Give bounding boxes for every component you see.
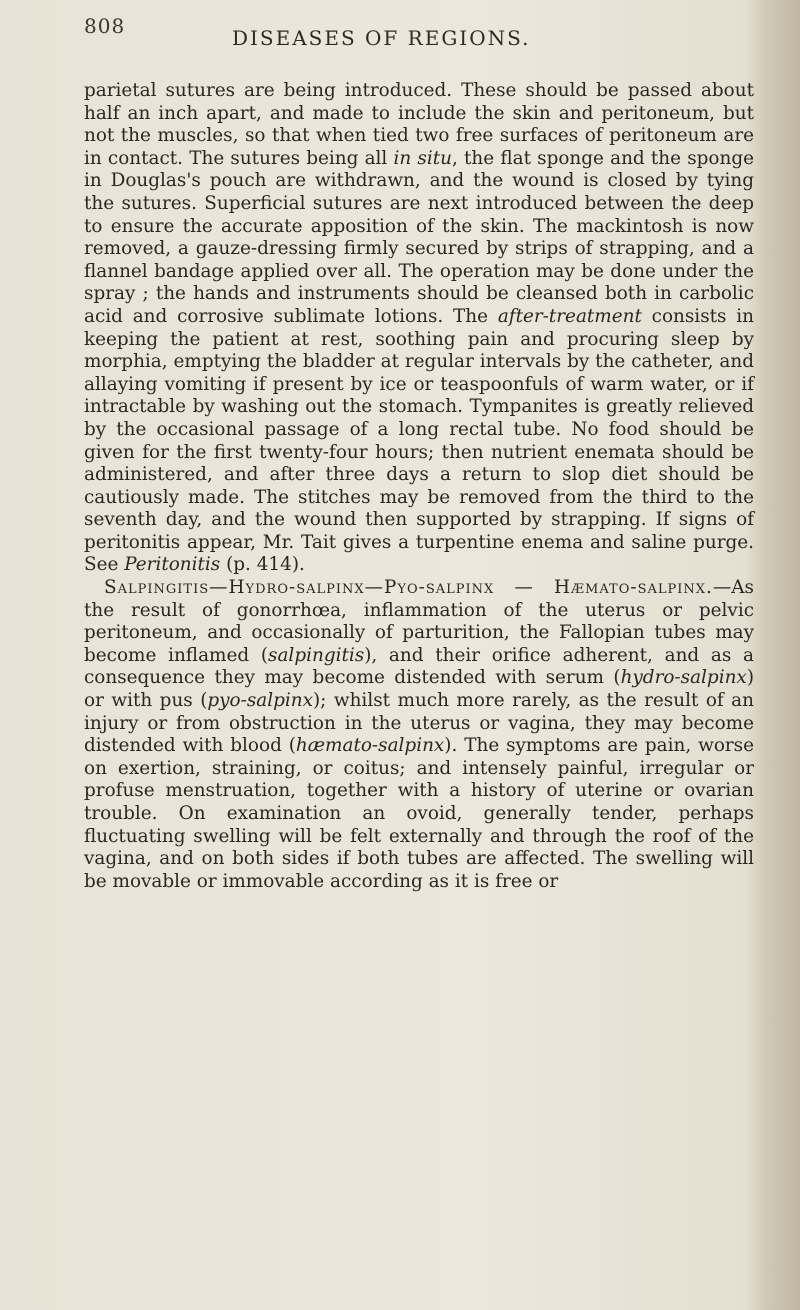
paragraph-suture-aftertreatment: parietal sutures are being introduced. These should be passed about half an inch apart, and made to include the skin and peritoneum, but not the muscles, so that when tied two free surfaces of peritoneum are in contact. The sutures being all in situ, the flat sponge and the sponge in Douglas's pouch are withdrawn, and the wound is closed by tying the sutures. Superficial sutures are next introduced between the deep to ensure the accurate apposition of the skin. The mackintosh is now removed, a gauze-dressing firmly secured by strips of strapping, and a flannel bandage applied over all. The operation may be done under the spray ; the hands and instruments should be cleansed both in carbolic acid and corrosive sublimate lotions. The after-treatment consists in keeping the patient at rest, soothing pain and procuring sleep by morphia, emptying the bladder at regular intervals by the catheter, and allaying vomiting if present by ice or teaspoonfuls of warm water, or if intractable by washing out the stomach. Tympanites is greatly relieved by the occasional passage of a long rectal tube. No food should be given for the first twenty-four hours; then nutrient enemata should be administered, and after three days a return to slop diet should be cautiously made. The stitches may be removed from the third to the seventh day, and the wound then supported by strapping. If signs of peritonitis appear, Mr. Tait gives a turpentine enema and saline purge. See Peritonitis (p. 414). xyxy=(84,80,754,576)
italic-term: pyo-salpinx xyxy=(207,690,313,712)
section-heading: Salpingitis—Hydro-salpinx—Pyo-salpinx — Hæmato-salpinx. xyxy=(104,577,713,599)
italic-term: hydro-salpinx xyxy=(620,667,747,689)
italic-term: salpingitis xyxy=(268,644,365,666)
italic-term: hæmato-salpinx xyxy=(295,735,445,757)
running-head: DISEASES OF REGIONS. xyxy=(232,26,531,50)
italic-cross-reference: Peritonitis xyxy=(124,554,221,576)
italic-term: after-treatment xyxy=(497,305,642,327)
body-text xyxy=(84,80,754,893)
facing-page-edge xyxy=(758,60,792,1280)
page-number: 808 xyxy=(84,14,126,38)
paragraph-salpingitis: Salpingitis—Hydro-salpinx—Pyo-salpinx — Hæmato-salpinx.—As the result of gonorrhœa, inflammation of the uterus or pelvic peritoneum, and occasionally of parturition, the Fallopian tubes may become inflamed (salpingitis), and their orifice adherent, and as a consequence they may become distended with serum (hydro-salpinx) or with pus (pyo-salpinx); whilst much more rarely, as the result of an injury or from obstruction in the uterus or vagina, they may become distended with blood (hæmato-salpinx). The symptoms are pain, worse on exertion, straining, or coitus; and intensely painful, irregular or profuse menstruation, together with a history of uterine or ovarian trouble. On examination an ovoid, generally tender, perhaps fluctuating swelling will be felt externally and through the roof of the vagina, and on both sides if both tubes are affected. The swelling will be movable or immovable according as it is free or xyxy=(84,577,755,892)
italic-term: in situ xyxy=(393,147,452,169)
